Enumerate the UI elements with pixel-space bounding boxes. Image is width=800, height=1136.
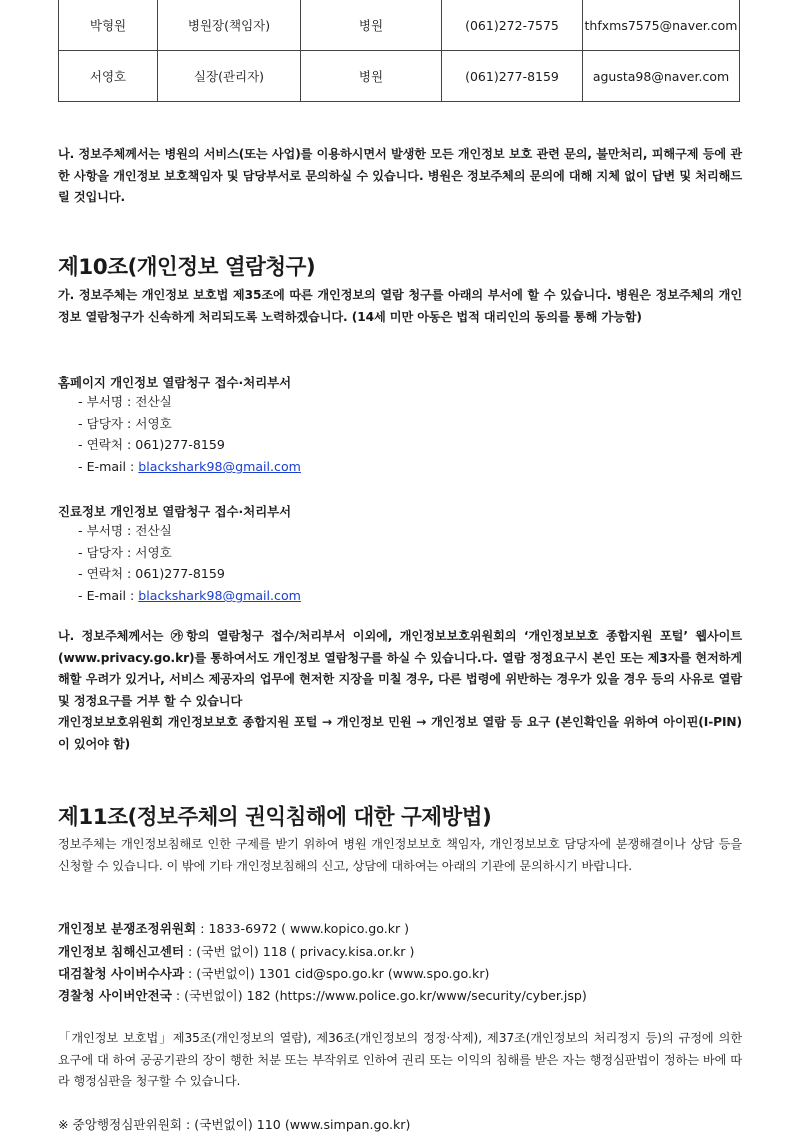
agency-row [58, 985, 587, 1007]
table-cell-name: 박형원 [59, 0, 158, 51]
section9-na-paragraph: 나. 정보주체께서는 병원의 서비스(또는 사업)를 이용하시면서 발생한 모든 개인정보 보호 관련 문의, 불만처리, 피해구제 등에 관한 사항을 개인정보 보호책임자 및 담당부서로 문의하실 수 있습니다. 병원은 정보주체의 문의에 대해 지체 없이 답변 및 처리해드릴 것입니다. [58, 147, 742, 204]
table-cell-dept: 병원 [301, 0, 442, 51]
table-cell-position: 실장(관리자) [158, 51, 301, 102]
agency-name: 대검찰청 사이버수사과 [58, 966, 185, 981]
dept-email-row [78, 456, 301, 478]
table-cell-position: 병원장(책임자) [158, 0, 301, 51]
email-link[interactable]: blackshark98@gmail.com [138, 459, 301, 475]
table-cell-email: thfxms7575@naver.com [583, 0, 740, 51]
agency-row [58, 941, 414, 963]
table-cell-name: 서영호 [59, 51, 158, 102]
agency-detail: : (국번 없이) 118 ( privacy.kisa.or.kr ) [184, 944, 415, 959]
article10-ga-paragraph: 가. 정보주체는 개인정보 보호법 제35조에 따른 개인정보의 열람 청구를 아래의 부서에 할 수 있습니다. 병원은 정보주체의 개인정보 열람청구가 신속하게 처리되도록 노력하겠습니다. (14세 미만 아동은 법적 대리인의 동의를 통해 가능함) [58, 288, 742, 324]
article10-na-paragraph [58, 626, 742, 755]
table-row [59, 51, 740, 102]
table-cell-phone: (061)272-7575 [442, 0, 583, 51]
medical-dept-title: 진료정보 개인정보 열람청구 접수·처리부서 [58, 504, 292, 519]
table-row [59, 0, 740, 51]
agency-name: 개인정보 분쟁조정위원회 [58, 921, 197, 936]
agency-detail: : 1833-6972 ( www.kopico.go.kr ) [196, 921, 410, 936]
privacy-portal-path: 개인정보보호위원회 개인정보보호 종합지원 포털 → 개인정보 민원 → 개인정보 열람 등 요구 (본인확인을 위하여 아이핀(I-PIN)이 있어야 함) [58, 715, 742, 751]
agency-name: 경찰청 사이버안전국 [58, 988, 172, 1003]
article11-title: 제11조(정보주체의 권익침해에 대한 구제방법) [58, 805, 492, 830]
email-link[interactable]: blackshark98@gmail.com [138, 588, 301, 604]
email-label: E-mail : [86, 459, 139, 475]
medical-dept-info [78, 520, 301, 607]
homepage-dept-info [78, 391, 301, 478]
dept-email-row [78, 585, 301, 607]
agency-name: 개인정보 침해신고센터 [58, 944, 185, 959]
agency-detail: : (국번없이) 1301 cid@spo.go.kr (www.spo.go.kr) [184, 966, 490, 981]
article10-na-text: 나. 정보주체께서는 ㉮항의 열람청구 접수/처리부서 이외에, 개인정보보호위원회의 ‘개인정보보호 종합지원 포털’ 웹사이트(www.privacy.go.kr)를 통하여서도 개인정보 열람청구를 하실 수 있습니다.다. 열람 정정요구시 본인 또는 제3자를 현저하게 해할 우려가 있거나, 서비스 제공자의 업무에 현저한 지장을 미칠 경우, 다른 법령에 위반하는 경우가 있을 경우 등의 사유로 열람 및 정정요구를 거부 할 수 있습니다 [58, 629, 742, 708]
dept-manager: - 담당자 : 서영호 [78, 413, 301, 435]
dept-manager: - 담당자 : 서영호 [78, 542, 301, 564]
table-cell-dept: 병원 [301, 51, 442, 102]
article11-intro-paragraph: 정보주체는 개인정보침해로 인한 구제를 받기 위하여 병원 개인정보보호 책임자, 개인정보보호 담당자에 분쟁해결이나 상담 등을 신청할 수 있습니다. 이 밖에 기타 개인정보침해의 신고, 상담에 대하여는 아래의 기관에 문의하시기 바랍니다. [58, 837, 742, 873]
agency-row [58, 963, 489, 985]
email-label: E-mail : [86, 588, 139, 604]
dept-phone: - 연락처 : 061)277-8159 [78, 434, 301, 456]
privacy-contact-table [58, 0, 740, 102]
central-appeal-note: ※ 중앙행정심판위원회 : (국번없이) 110 (www.simpan.go.kr) [58, 1117, 411, 1132]
agency-detail: : (국번없이) 182 (https://www.police.go.kr/www/security/cyber.jsp) [171, 988, 587, 1003]
table-cell-email: agusta98@naver.com [583, 51, 740, 102]
administrative-appeal-paragraph: 「개인정보 보호법」제35조(개인정보의 열람), 제36조(개인정보의 정정·삭제), 제37조(개인정보의 처리정지 등)의 규정에 의한 요구에 대 하여 공공기관의 장이 행한 처분 또는 부작위로 인하여 권리 또는 이익의 침해를 받은 자는 행정심판법이 정하는 바에 따라 행정심판을 청구할 수 있습니다. [58, 1031, 742, 1088]
article10-title: 제10조(개인정보 열람청구) [58, 255, 316, 280]
agency-row [58, 918, 409, 940]
dept-name: - 부서명 : 전산실 [78, 391, 301, 413]
table-cell-phone: (061)277-8159 [442, 51, 583, 102]
dept-phone: - 연락처 : 061)277-8159 [78, 563, 301, 585]
homepage-dept-title: 홈페이지 개인정보 열람청구 접수·처리부서 [58, 375, 292, 390]
dept-name: - 부서명 : 전산실 [78, 520, 301, 542]
